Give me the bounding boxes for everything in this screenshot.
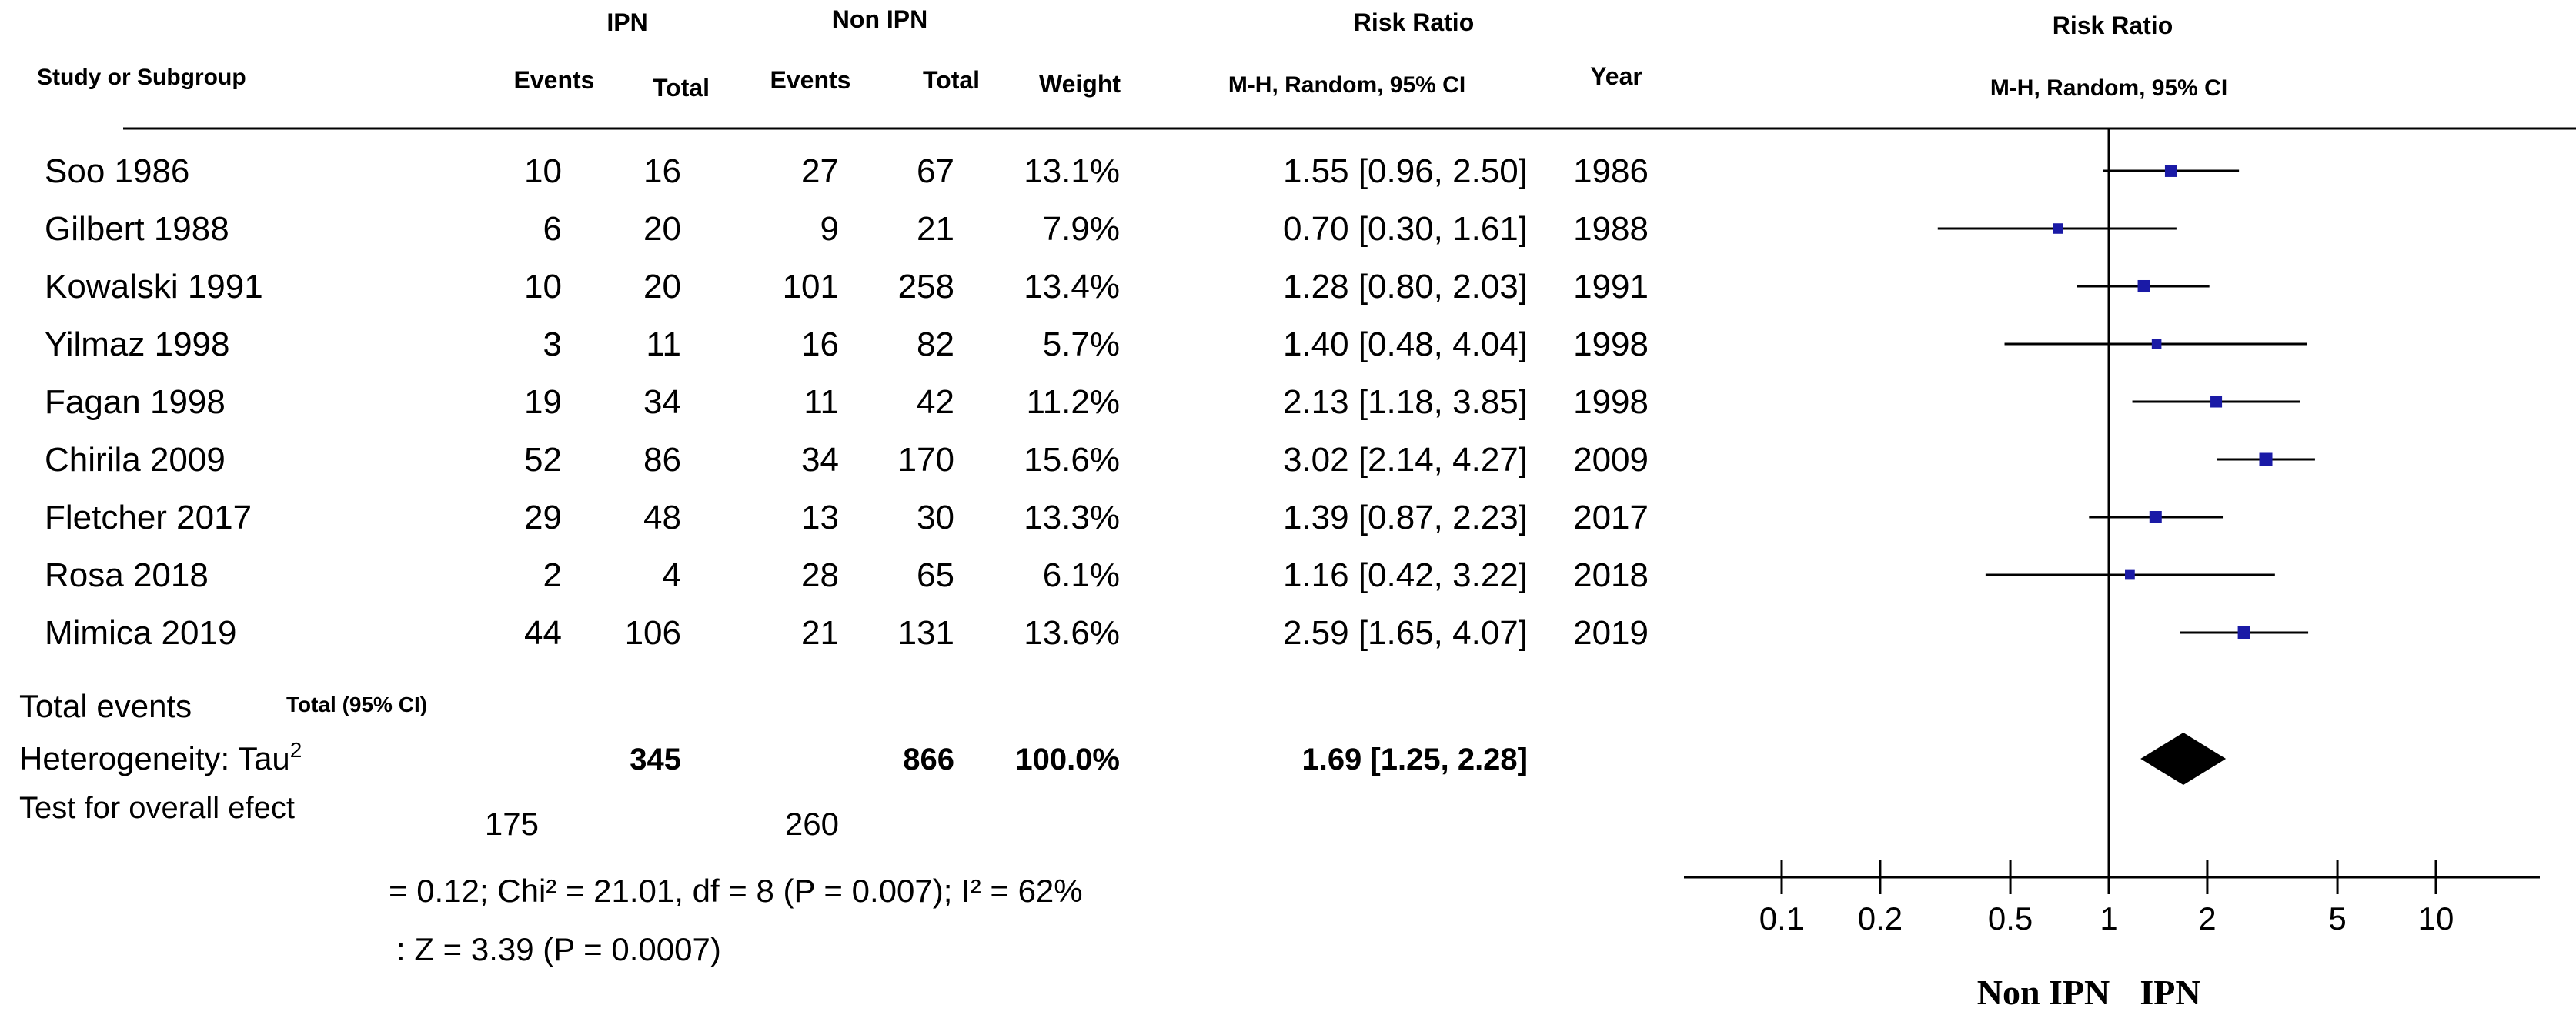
non-total: 42 [917,383,954,421]
point-estimate-marker [2150,511,2162,523]
summary-non-events: 260 [784,806,839,842]
ci-text: 1.16 [0.42, 3.22] [1282,556,1528,594]
non-events: 16 [801,326,839,363]
non-total: 82 [917,326,954,363]
weight: 11.2% [1026,383,1120,421]
ipn-total: 106 [624,614,681,652]
x-tick-label: 0.1 [1759,900,1805,937]
point-estimate-marker [2165,165,2177,177]
ci-text: 3.02 [2.14, 4.27] [1282,441,1528,479]
point-estimate-marker [2238,626,2250,639]
ipn-events: 10 [524,268,562,306]
study-name: Fagan 1998 [45,383,226,421]
non-events: 27 [801,152,839,190]
point-estimate-marker [2138,280,2150,292]
year: 2019 [1573,614,1649,652]
ci-text: 2.59 [1.65, 4.07] [1282,614,1528,652]
year: 1998 [1573,326,1649,363]
weight: 13.1% [1024,152,1120,190]
table-row [45,441,1649,479]
non-events-header: Events [770,66,851,94]
non-total: 170 [897,441,954,479]
x-tick-label: 0.2 [1857,900,1903,937]
summary-diamond [2140,733,2226,785]
heterogeneity-label: Heterogeneity: Tau$^2$ [19,738,302,776]
table-row [45,556,1649,594]
table-row [45,499,1649,536]
point-estimate-marker [2259,452,2272,466]
favours-ipn-label: IPN [2140,973,2201,1012]
year: 1988 [1573,210,1649,248]
ipn-total: 48 [643,499,681,536]
non-total-header: Total [922,66,981,94]
non-events: 101 [782,268,839,306]
year: 2009 [1573,441,1649,479]
weight: 5.7% [1042,326,1120,363]
summary-weight: 100.0% [1015,743,1120,776]
point-estimate-marker [2125,570,2135,580]
ipn-events: 10 [524,152,562,190]
year: 1998 [1573,383,1649,421]
x-tick-label: 0.5 [1987,900,2033,937]
summary-ipn-total: 345 [630,743,681,776]
non-events: 11 [804,383,839,421]
study-name: Gilbert 1988 [45,210,229,248]
non-total: 21 [917,210,954,248]
non-events: 28 [801,556,839,594]
ipn-total: 11 [646,326,681,363]
total-events-label: Total events [19,688,192,724]
study-name: Kowalski 1991 [45,268,263,306]
non-total: 258 [897,268,954,306]
year: 1986 [1573,152,1649,190]
study-rows [45,152,1649,652]
ci-text: 1.39 [0.87, 2.23] [1282,499,1528,536]
weight-header: Weight [1038,70,1121,98]
ipn-group-header: IPN [606,8,648,36]
ipn-total: 34 [643,383,681,421]
ipn-events: 52 [524,441,562,479]
overall-effect-label: Test for overall efect [19,791,295,825]
non-events: 21 [801,614,839,652]
year: 1991 [1573,268,1649,306]
risk-ratio-plot-header: Risk Ratio [2052,12,2173,39]
table-row [45,210,1649,248]
summary-non-total: 866 [903,743,954,776]
x-tick-label: 2 [2198,900,2217,937]
table-row [45,326,1649,363]
ci-text: 1.55 [0.96, 2.50] [1282,152,1528,190]
non-events: 9 [820,210,839,248]
year-header: Year [1590,62,1642,90]
ipn-total: 16 [643,152,681,190]
ci-text: 1.40 [0.48, 4.04] [1282,326,1528,363]
non-ipn-group-header: Non IPN [831,5,928,33]
weight: 13.6% [1024,614,1120,652]
weight: 15.6% [1024,441,1120,479]
non-total: 67 [917,152,954,190]
ipn-total: 20 [643,268,681,306]
favours-non-ipn-label: Non IPN [1976,973,2110,1012]
table-row [45,614,1649,652]
study-name: Soo 1986 [45,152,190,190]
study-column-header: Study or Subgroup [37,65,246,90]
study-name: Yilmaz 1998 [45,326,230,363]
study-name: Rosa 2018 [45,556,209,594]
overall-effect-stats: : Z = 3.39 (P = 0.0007) [396,931,721,967]
summary-ci: 1.69 [1.25, 2.28] [1301,743,1528,776]
weight: 13.4% [1024,268,1120,306]
plot-area [1684,129,2540,937]
ipn-events: 2 [543,556,562,594]
ipn-events: 44 [524,614,562,652]
weight: 7.9% [1042,210,1120,248]
ci-text: 2.13 [1.18, 3.85] [1282,383,1528,421]
table-row [45,383,1649,421]
study-name: Chirila 2009 [45,441,226,479]
ipn-total: 86 [643,441,681,479]
x-tick-label: 10 [2417,900,2454,937]
table-row [45,268,1649,306]
non-events: 13 [801,499,839,536]
ipn-events-header: Events [513,66,595,94]
weight: 13.3% [1024,499,1120,536]
ipn-total: 20 [643,210,681,248]
non-total: 65 [917,556,954,594]
non-total: 131 [897,614,954,652]
risk-ratio-table-header: Risk Ratio [1353,8,1475,36]
x-tick-label: 5 [2328,900,2347,937]
ipn-total: 4 [662,556,681,594]
non-total: 30 [917,499,954,536]
non-events: 34 [801,441,839,479]
ipn-events: 6 [543,210,562,248]
ipn-events: 3 [543,326,562,363]
point-estimate-marker [2152,339,2162,349]
total-ci-label: Total (95% CI) [286,693,428,716]
year: 2018 [1573,556,1649,594]
plot-ci-subheader: M-H, Random, 95% CI [1990,75,2228,101]
ci-text: 1.28 [0.80, 2.03] [1282,268,1528,306]
heterogeneity-superscript: 2 [289,738,302,762]
year: 2017 [1573,499,1649,536]
ipn-total-header: Total [652,74,710,102]
ipn-events: 29 [524,499,562,536]
point-estimate-marker [2210,396,2222,407]
table-row [45,152,1649,190]
ci-header: M-H, Random, 95% CI [1228,72,1466,98]
summary-ipn-events: 175 [484,806,539,842]
study-name: Fletcher 2017 [45,499,252,536]
ipn-events: 19 [524,383,562,421]
x-tick-label: 1 [2100,900,2118,937]
heterogeneity-stats: = 0.12; Chi² = 21.01, df = 8 (P = 0.007); I² = 62% [389,873,1083,909]
point-estimate-marker [2053,223,2063,234]
ci-text: 0.70 [0.30, 1.61] [1282,210,1528,248]
weight: 6.1% [1042,556,1120,594]
study-name: Mimica 2019 [45,614,237,652]
